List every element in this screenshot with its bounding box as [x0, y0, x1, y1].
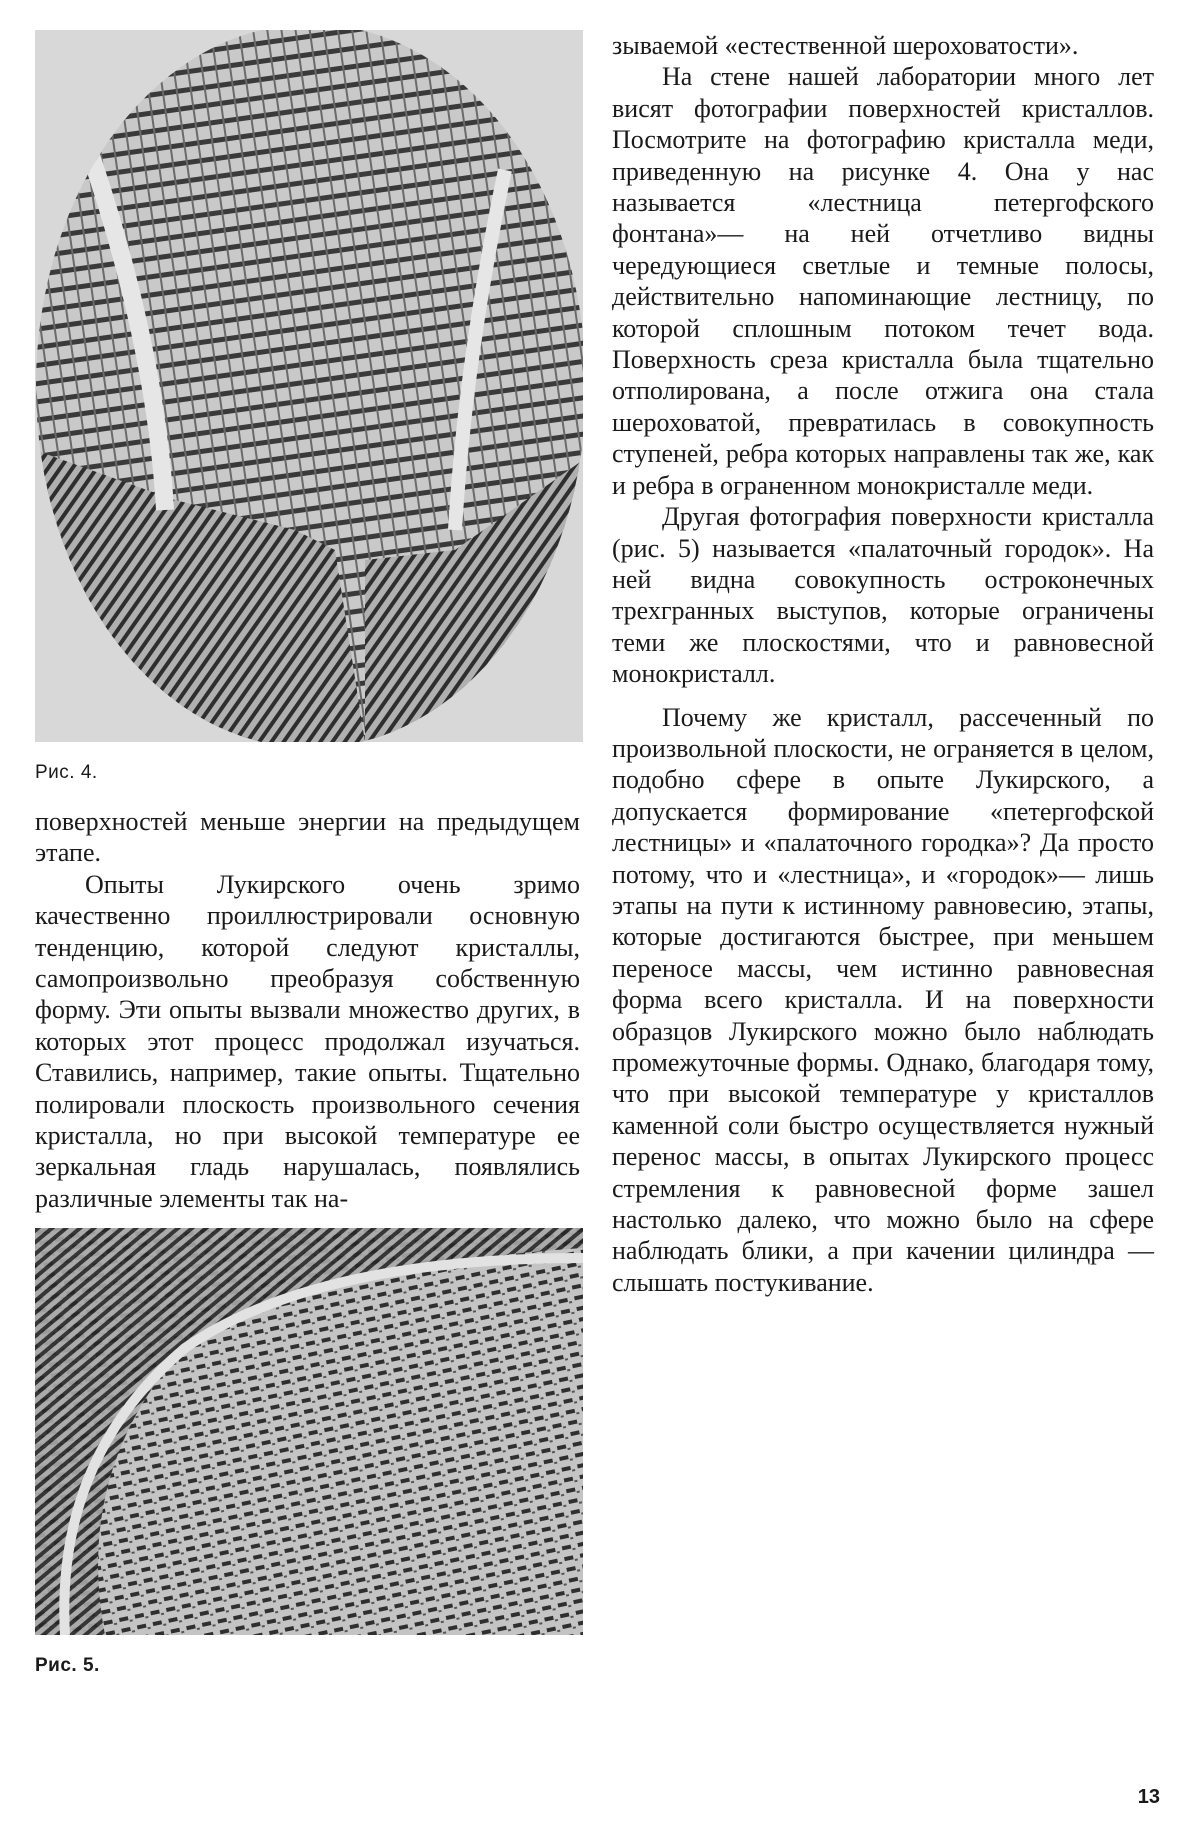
figure-4-photo [35, 30, 583, 742]
right-paragraph-2: На стене нашей лаборатории много лет висят фотографии поверхностей кристаллов. Посмотрите на фотографию кристалла меди, приведенную на рисунке 4. Она у нас называется «лестница петергофского фонтана»— на ней отчетливо видны чередующиеся светлые и темные полосы, действительно напоминающие лестницу, по которой сплошным потоком течет вода. Поверхность среза кристалла была тщательно отполирована, а после отжига она стала шероховатой, превратилась в совокупность ступеней, ребра которых направлены так же, как и ребра в ограненном монокристалле меди. [612, 62, 1154, 500]
figure-5-caption: Рис. 5. [35, 1655, 100, 1677]
figure-5-photo [35, 1228, 583, 1635]
right-paragraph-4: Почему же кристалл, рассеченный по произвольной плоскости, не ограняется в целом, подобно сфере в опыте Лукирского, а допускается формирование «петергофской лестницы» и «палаточного городка»? Да просто потому, что и «лестница», и «городок»— лишь этапы на пути к истинному равновесию, этапы, которые достигаются быстрее, при меньшем переносе массы, чем истинно равновесная форма всего кристалла. И на поверхности образцов Лукирского можно было наблюдать промежуточные формы. Однако, благодаря тому, что при высокой температуре у кристаллов каменной соли быстро осуществляется нужный перенос массы, в опытах Лукирского процесс стремления к равновесной форме зашел настолько далеко, что можно было на сфере наблюдать блики, а при качении цилиндра — слышать постукивание. [612, 702, 1154, 1297]
right-paragraph-3: Другая фотография поверхности кристалла (рис. 5) называется «палаточный городок». На ней видна совокупность остроконечных трехгранных выступов, которые ограничены теми же плоскостями, что и равновесной монокристалл. [612, 502, 1154, 689]
left-paragraph-1: поверхностей меньше энергии на предыдущем этапе. [35, 807, 580, 868]
left-paragraph-2: Опыты Лукирского очень зримо качественно проиллюстрировали основную тенденцию, которой следуют кристаллы, самопроизвольно преобразуя собственную форму. Эти опыты вызвали множество других, в которых этот процесс продолжал изучаться. Ставились, например, такие опыты. Тщательно полировали плоскость произвольного сечения кристалла, но при высокой температуре ее зеркальная гладь нарушалась, появлялись различные элементы так на- [35, 869, 580, 1213]
right-column [612, 30, 1154, 1298]
figure-4-caption: Рис. 4. [35, 762, 98, 783]
page-number: 13 [1137, 1786, 1160, 1808]
left-column [35, 30, 580, 1677]
right-paragraph-1: зываемой «естественной шероховатости». [612, 31, 1079, 60]
